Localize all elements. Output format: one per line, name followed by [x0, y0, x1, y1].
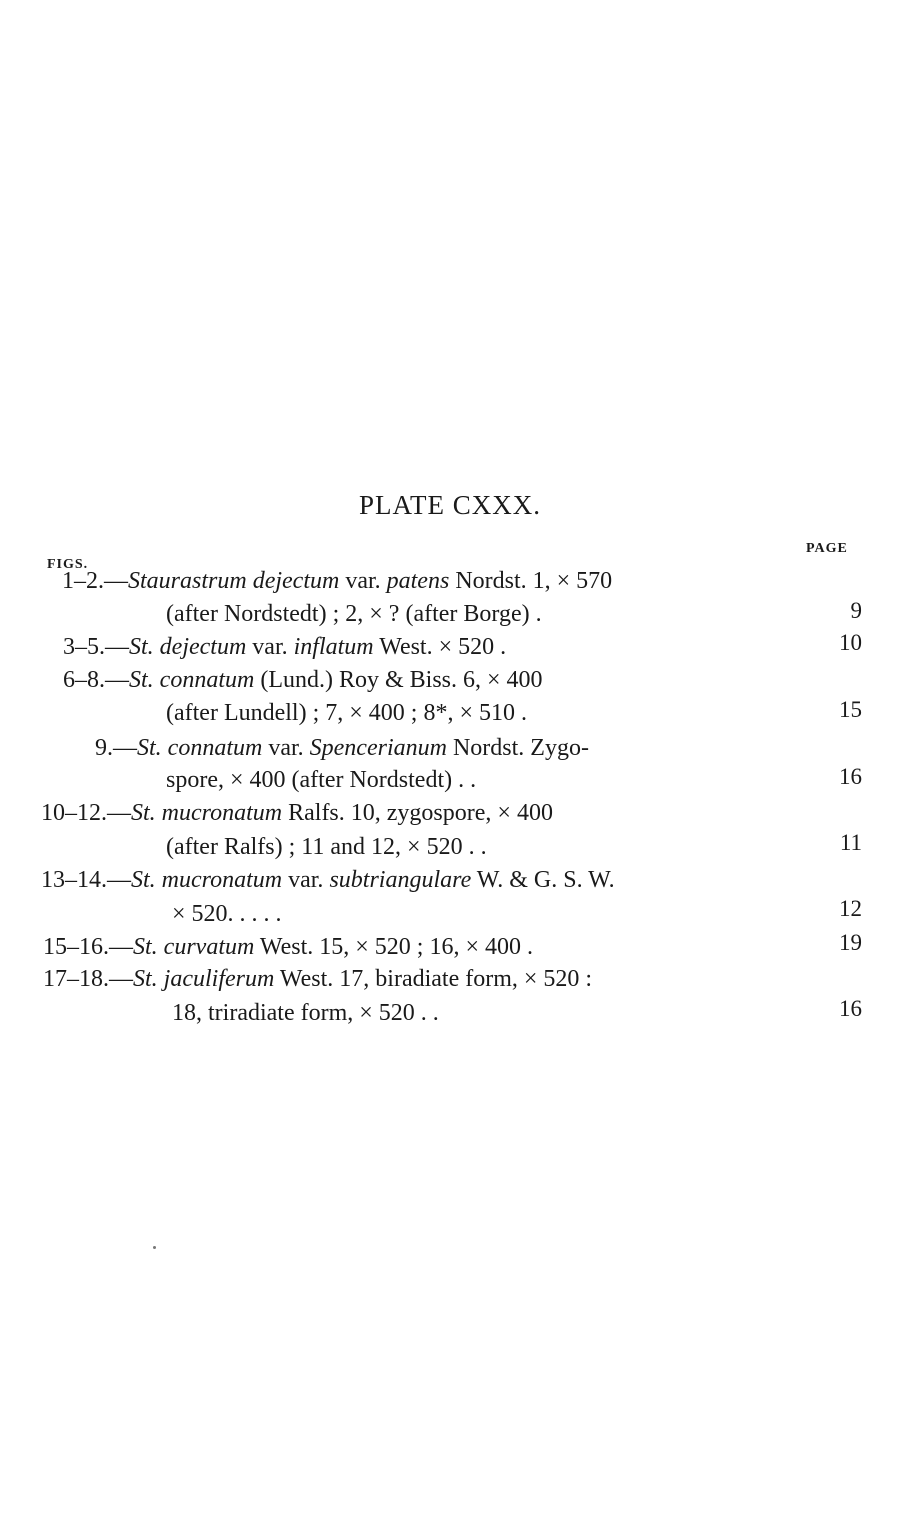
taxon-name: inflatum — [293, 634, 374, 660]
entry-text: (Lund.) Roy & Biss. 6, × 400 — [254, 667, 543, 693]
entry-line-12 — [43, 931, 533, 963]
entry-text: 18, triradiate form, × 520 . . — [172, 1000, 439, 1026]
taxon-name: subtriangulare — [329, 867, 472, 893]
page-number: 16 — [839, 764, 862, 789]
entry-text: var. — [246, 634, 294, 660]
taxon-name: patens — [386, 568, 450, 594]
page-number: 19 — [839, 930, 862, 955]
entry-line-13 — [43, 963, 592, 995]
entry-text: Nordst. 1, × 570 — [449, 568, 613, 594]
entry-text: 6–8.— — [63, 667, 129, 693]
entry-text: spore, × 400 (after Nordstedt) . . — [166, 767, 477, 793]
entry-line-14 — [172, 997, 439, 1029]
entry-line-9 — [166, 831, 487, 863]
entry-text: × 520. . . . . — [172, 901, 282, 927]
entry-line-4 — [63, 664, 543, 696]
entry-text: (after Lundell) ; 7, × 400 ; 8*, × 510 . — [166, 700, 527, 726]
entry-text: West. 17, biradiate form, × 520 : — [274, 966, 593, 992]
taxon-name: Staurastrum dejectum — [128, 568, 340, 594]
entry-line-7 — [166, 764, 476, 796]
page-column-header: PAGE — [806, 541, 848, 556]
entry-text: 15–16.— — [43, 934, 133, 960]
entry-line-2 — [166, 598, 542, 630]
entry-text: West. × 520 . — [373, 634, 507, 660]
plate-title: PLATE CXXX. — [358, 490, 541, 520]
entry-text: 10–12.— — [41, 800, 131, 826]
entry-text: 17–18.— — [43, 966, 133, 992]
entry-text: Nordst. Zygo- — [446, 735, 589, 761]
entry-text: (after Ralfs) ; 11 and 12, × 520 . . — [166, 834, 487, 860]
page-number: 12 — [839, 896, 862, 921]
taxon-name: St. curvatum — [133, 934, 255, 960]
entry-text: 13–14.— — [41, 867, 131, 893]
taxon-name: Spencerianum — [309, 735, 447, 761]
page-number: 10 — [839, 630, 862, 655]
entry-text: W. & G. S. W. — [471, 867, 615, 893]
print-speck — [153, 1246, 156, 1249]
page-number: 9 — [850, 598, 862, 623]
taxon-name: St. mucronatum — [131, 867, 283, 893]
entry-line-3 — [63, 631, 506, 663]
taxon-name: St. connatum — [137, 735, 263, 761]
entry-text: (after Nordstedt) ; 2, × ? (after Borge) . — [166, 601, 542, 627]
entry-line-1 — [62, 565, 612, 597]
entry-line-5 — [166, 697, 527, 729]
entry-text: Ralfs. 10, zygospore, × 400 — [282, 800, 553, 826]
entry-line-10 — [41, 864, 615, 896]
entry-text: var. — [262, 735, 310, 761]
entry-line-6 — [95, 732, 589, 764]
taxon-name: St. dejectum — [129, 634, 247, 660]
entry-text: var. — [282, 867, 330, 893]
entry-text: 9.— — [95, 735, 137, 761]
entry-text: West. 15, × 520 ; 16, × 400 . — [254, 934, 534, 960]
entry-text: 1–2.— — [62, 568, 128, 594]
page-number: 16 — [839, 996, 862, 1021]
taxon-name: St. jaculiferum — [133, 966, 275, 992]
taxon-name: St. connatum — [129, 667, 255, 693]
entry-line-11 — [172, 898, 282, 930]
page-number: 15 — [839, 697, 862, 722]
taxon-name: St. mucronatum — [131, 800, 283, 826]
entry-line-8 — [41, 797, 553, 829]
figs-column-header: FIGS. — [47, 557, 89, 572]
entry-text: var. — [339, 568, 387, 594]
page-number: 11 — [839, 830, 862, 855]
entry-text: 3–5.— — [63, 634, 129, 660]
